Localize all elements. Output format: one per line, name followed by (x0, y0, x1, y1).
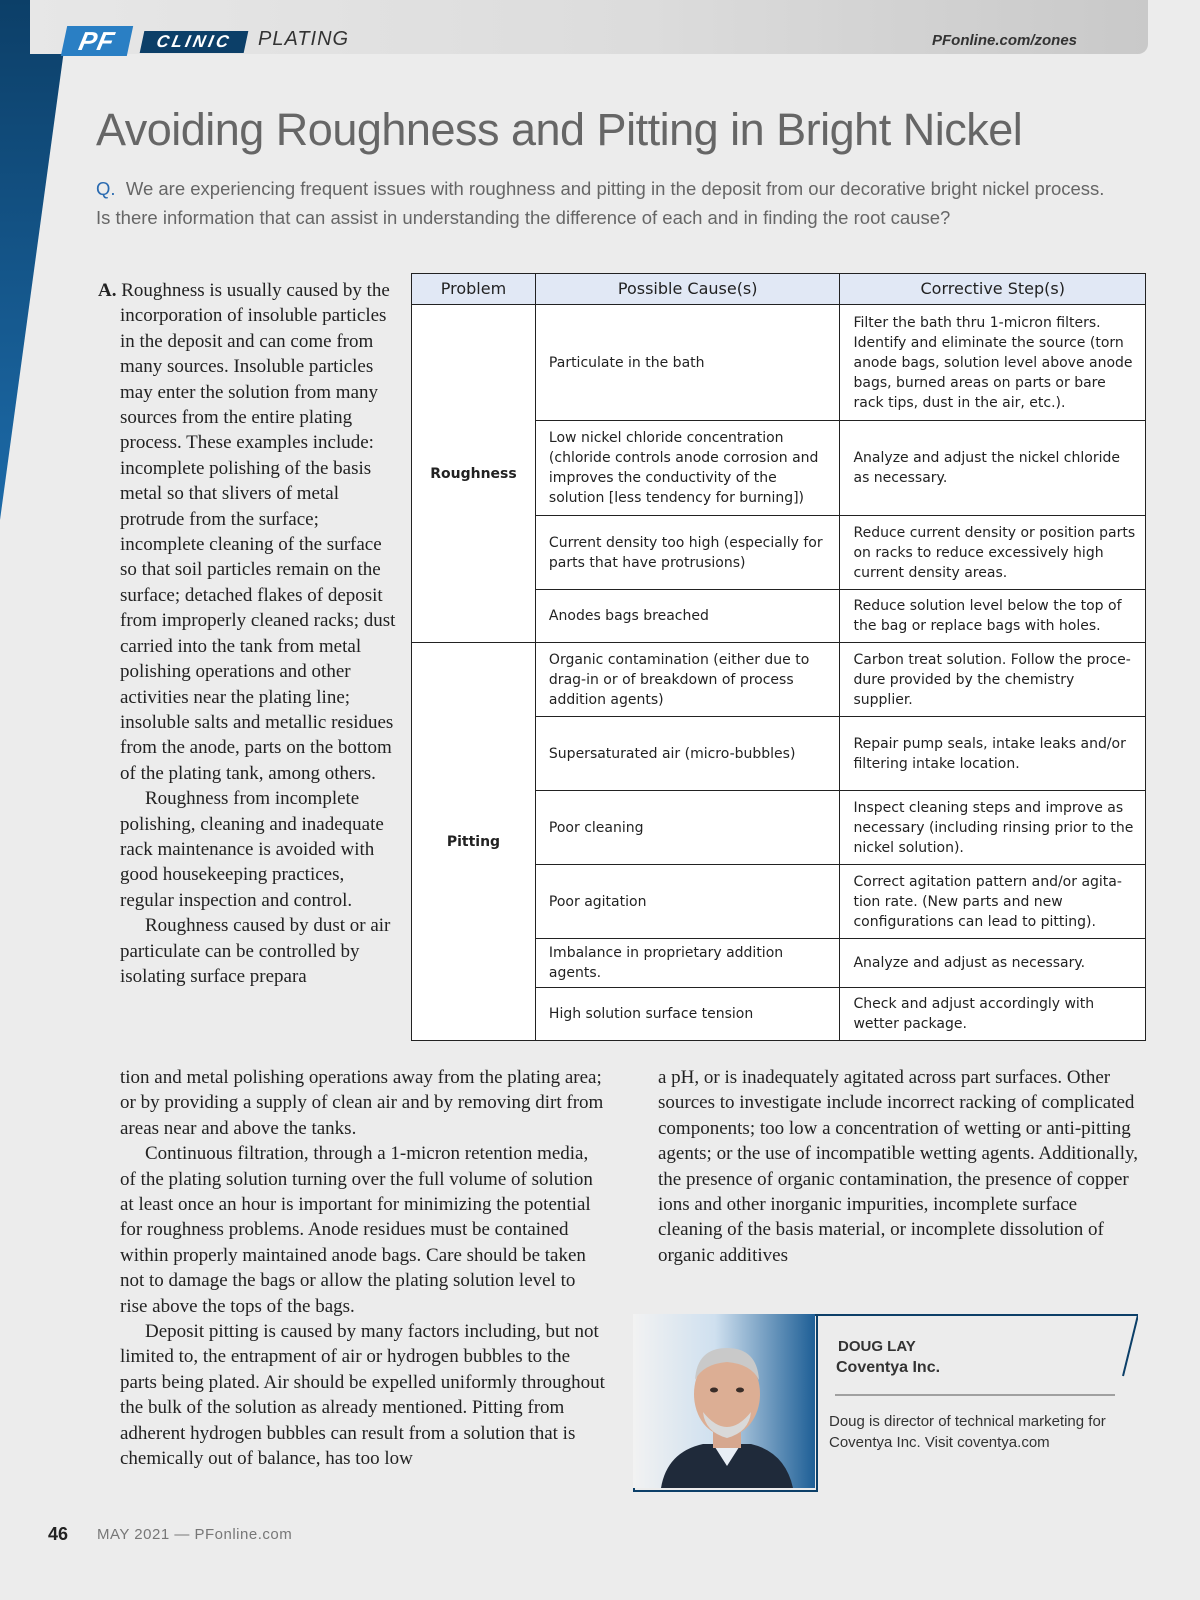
question-text: We are experiencing frequent issues with roughness and pitting in the deposit from our decorative bright nickel process. Is there information that can assist in understanding the difference of each and in finding the root cause? (96, 178, 1105, 228)
step-cell: Carbon treat solution. Follow the procedure provided by the chemistry supplier. (840, 643, 1146, 717)
cause-cell: High solution surface tension (535, 988, 840, 1041)
cause-cell: Supersaturated air (micro-bubbles) (535, 717, 840, 791)
table-header-row (412, 274, 1146, 305)
answer-paragraph-3b: tion and metal polishing operations away from the plating area; or by providing a supply of clean air and by removing dirt from areas near and above the tanks. (120, 1067, 604, 1139)
step-cell: Check and adjust accordingly with wetter package. (840, 988, 1146, 1041)
cause-cell: Imbalance in proprietary addition agents. (535, 939, 840, 988)
header-url[interactable]: PFonline.com/zones (932, 32, 1078, 49)
answer-column-left (120, 1065, 606, 1472)
answer-column-right (658, 1065, 1144, 1268)
problem-pitting: Pitting (412, 643, 536, 1041)
step-cell: Correct agitation pattern and/or agitation rate. (New parts and new configurations can lead to pitting). (840, 865, 1146, 939)
troubleshooting-table (411, 273, 1146, 1041)
clinic-badge: CLINIC (140, 31, 249, 53)
column-header-problem: Problem (412, 274, 536, 305)
answer-paragraph-2: Roughness from incomplete polishing, cleaning and inadequate rack maintenance is avoided with good housekeeping practices, regular inspection and control. (120, 788, 384, 911)
answer-paragraph-1 (98, 278, 398, 786)
answer-paragraph-5: Deposit pitting is caused by many factors including, but not limited to, the entrapment of air or hydrogen bubbles to the parts being plated. Air should be expelled uniformly throughout the bulk of the solution as already mentioned. Pitting from adherent hydrogen bubbles can result from a solution that is chemically out of balance, has too low (120, 1321, 605, 1470)
cause-cell: Organic contamination (either due to drag-in or of breakdown of process addition agents) (535, 643, 840, 717)
step-cell: Inspect cleaning steps and improve as necessary (including rinsing prior to the nickel solution). (840, 791, 1146, 865)
author-company: Coventya Inc. (836, 1359, 941, 1376)
cause-cell: Low nickel chloride concentration (chloride controls anode corrosion and improves the conductivity of the solution [less tendency for burning]) (535, 421, 840, 516)
step-cell: Analyze and adjust as necessary. (840, 939, 1146, 988)
answer-paragraph-1-text: Roughness is usually caused by the incorporation of insoluble particles in the deposit and can come from many sources. Insoluble particles may enter the solution from many sources from the entire plating process. These examples include: incomplete polishing of the basis metal so that slivers of metal protrude from the surface; incomplete cleaning of the surface so that soil particles remain on the surface; detached flakes of deposit from improperly cleaned racks; dust carried into the tank from metal polishing operations and other activities near the plating line; insoluble salts and metallic residues from the anode, parts on the bottom of the plating tank, among others. (120, 280, 396, 784)
cause-cell: Particulate in the bath (535, 305, 840, 421)
author-box (633, 1314, 1138, 1492)
issue-info: MAY 2021 — PFonline.com (97, 1526, 293, 1543)
table-row (412, 305, 1146, 421)
step-cell: Filter the bath thru 1-micron filters. Identify and eliminate the source (torn anode bags, solution level above anode bags, burned areas on parts or bare rack tips, dust in the air, etc.). (840, 305, 1146, 421)
article-title: Avoiding Roughness and Pitting in Bright Nickel (96, 104, 1023, 155)
answer-paragraph-3a: Roughness caused by dust or air particulate can be controlled by isolating surface prepara (120, 915, 391, 987)
step-cell: Analyze and adjust the nickel chloride as necessary. (840, 421, 1146, 516)
section-label: PLATING (258, 28, 350, 50)
table-row (412, 643, 1146, 717)
step-cell: Repair pump seals, intake leaks and/or filtering intake location. (840, 717, 1146, 791)
cause-cell: Poor agitation (535, 865, 840, 939)
step-cell: Reduce solution level below the top of the bag or replace bags with holes. (840, 590, 1146, 643)
page-number: 46 (48, 1524, 69, 1544)
cause-cell: Anodes bags breached (535, 590, 840, 643)
cause-cell: Poor cleaning (535, 791, 840, 865)
pf-logo: PF (61, 26, 133, 56)
author-bio: Doug is director of technical marketing for Coventya Inc. Visit coventya.com (829, 1413, 1106, 1451)
answer-column-narrow (98, 278, 398, 989)
author-name: DOUG LAY (838, 1338, 916, 1355)
answer-paragraph-4: Continuous filtration, through a 1-micron retention media, of the plating solution turning over the full volume of solution at least once an hour is important for minimizing the potential for roughness problems. Anode residues must be contained within properly maintained anode bags. Care should be taken not to damage the bags or allow the plating solution level to rise above the tops of the bags. (120, 1143, 593, 1317)
answer-label: A. (98, 280, 117, 301)
step-cell: Reduce current density or position parts on racks to reduce excessively high current density areas. (840, 516, 1146, 590)
answer-paragraph-6: a pH, or is inadequately agitated across part surfaces. Other sources to investigate include incorrect racking of complicated components; too low a concentration of wetting or anti-pitting agents; or the use of incompatible wetting agents. Additionally, the presence of organic contamination, the presence of copper ions and other inorganic impurities, incomplete surface cleaning of the basis material, or incomplete dissolution of organic additives (658, 1067, 1139, 1266)
question-label: Q. (96, 178, 116, 199)
problem-roughness: Roughness (412, 305, 536, 643)
question (96, 174, 1106, 232)
column-header-steps: Corrective Step(s) (840, 274, 1146, 305)
decorative-side-strip (0, 0, 64, 520)
page-header (30, 0, 1148, 54)
author-photo (633, 1314, 815, 1488)
cause-cell: Current density too high (especially for parts that have protrusions) (535, 516, 840, 590)
column-header-cause: Possible Cause(s) (535, 274, 840, 305)
